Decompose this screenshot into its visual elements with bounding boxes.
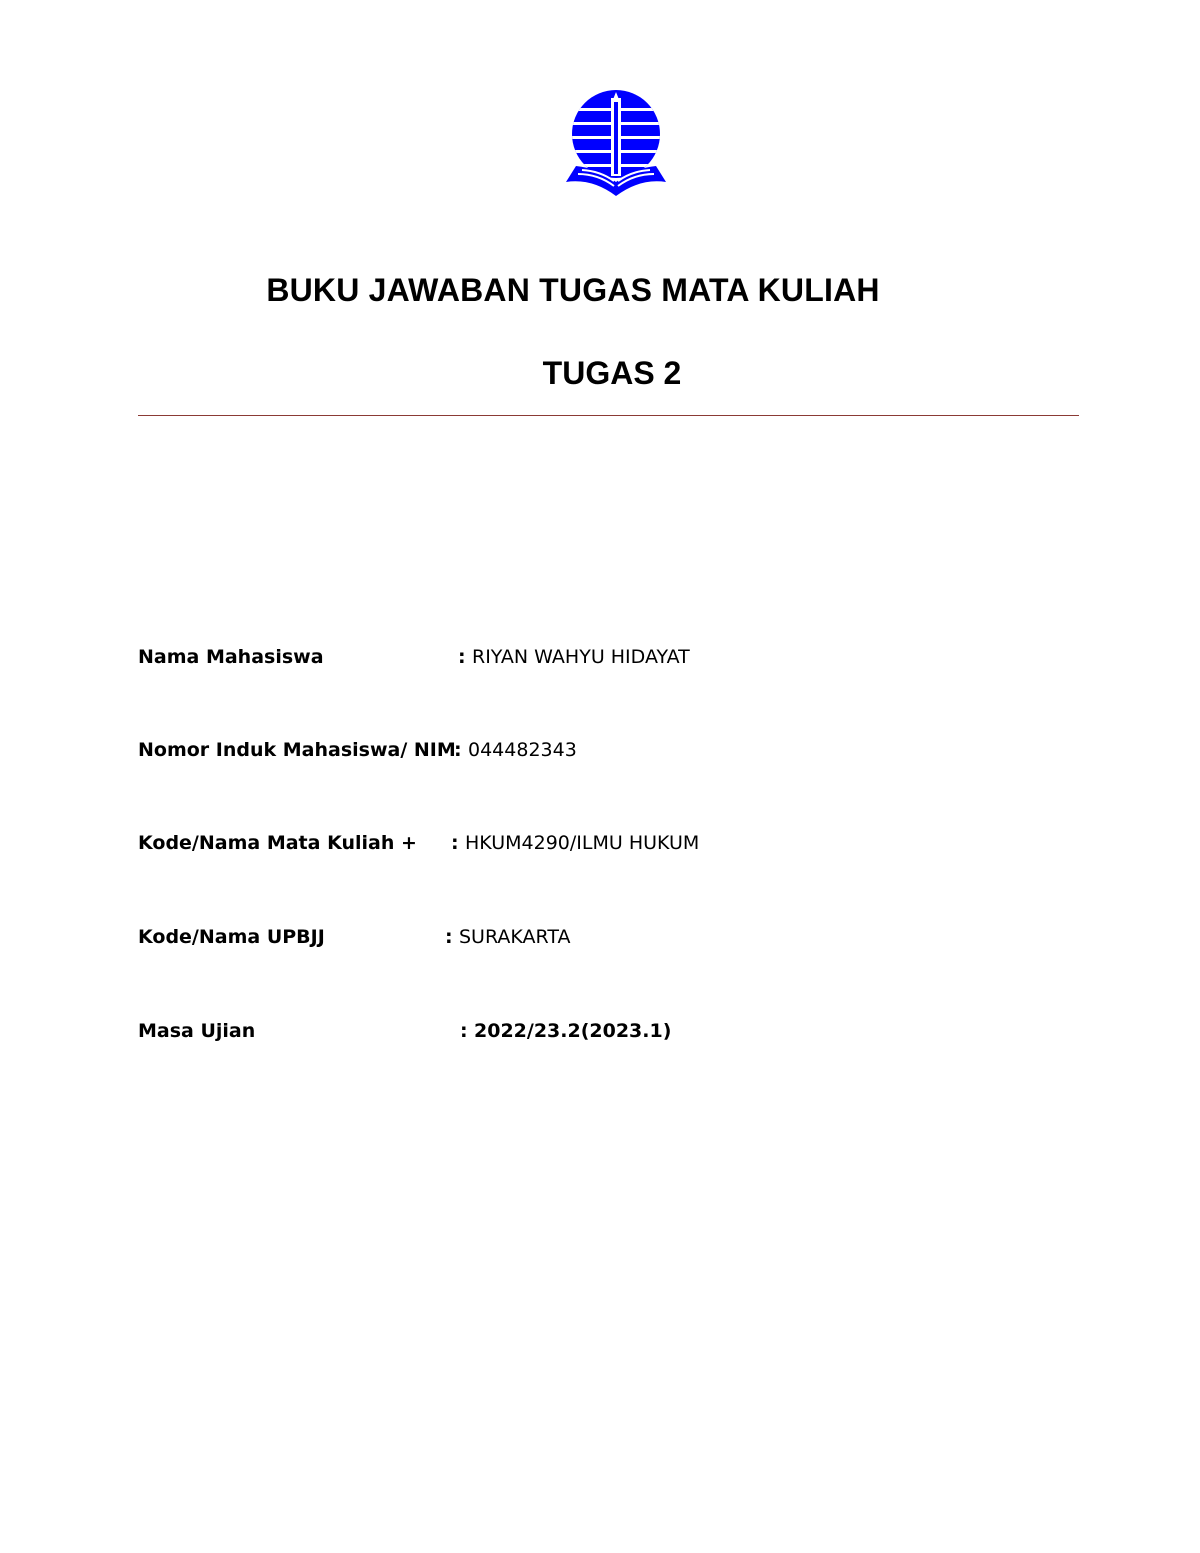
info-value: RIYAN WAHYU HIDAYAT xyxy=(472,646,690,668)
info-label: Kode/Nama Mata Kuliah + xyxy=(138,832,417,854)
info-label: Kode/Nama UPBJJ xyxy=(138,926,325,948)
info-row-upbjj xyxy=(138,923,1038,951)
info-label: Nomor Induk Mahasiswa/ NIM xyxy=(138,739,456,761)
info-label: Masa Ujian xyxy=(138,1020,256,1042)
info-value: SURAKARTA xyxy=(459,926,571,948)
info-colon: : xyxy=(458,646,466,668)
info-value: 044482343 xyxy=(468,739,577,761)
title-divider xyxy=(138,415,1079,416)
info-row-masa-ujian xyxy=(138,1017,1038,1045)
info-row-nim xyxy=(138,736,1038,764)
info-colon: : xyxy=(445,926,453,948)
info-row-nama xyxy=(138,643,1038,671)
info-value: 2022/23.2(2023.1) xyxy=(474,1020,672,1042)
info-colon: : xyxy=(451,832,459,854)
university-logo-icon xyxy=(560,86,672,202)
info-value: HKUM4290/ILMU HUKUM xyxy=(465,832,700,854)
info-colon: : xyxy=(460,1020,468,1042)
document-title: BUKU JAWABAN TUGAS MATA KULIAH xyxy=(266,272,880,308)
info-label: Nama Mahasiswa xyxy=(138,646,324,668)
document-subtitle: TUGAS 2 xyxy=(542,355,682,391)
info-row-mata-kuliah xyxy=(138,829,1038,857)
info-colon: : xyxy=(454,739,462,761)
